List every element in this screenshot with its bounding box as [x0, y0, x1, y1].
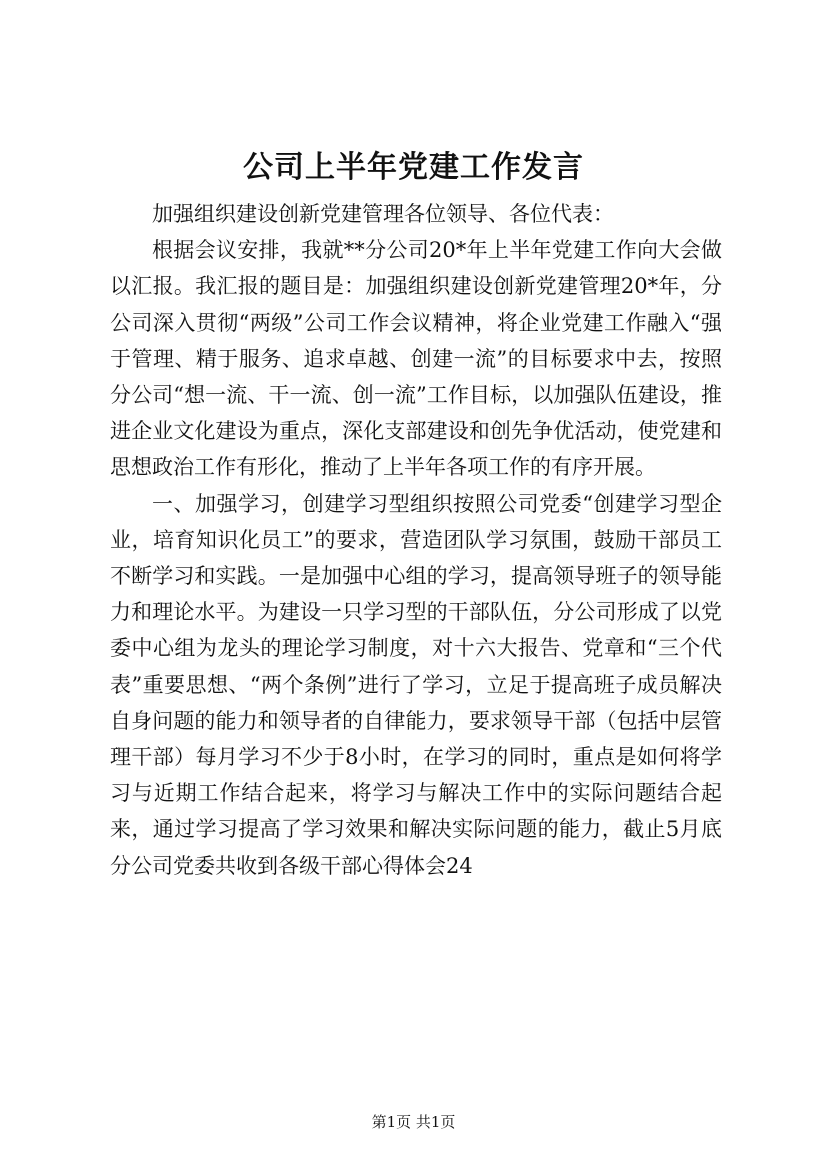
- salutation-paragraph: 加强组织建设创新党建管理各位领导、各位代表：: [152, 202, 614, 226]
- section-one-paragraph: 一、加强学习，创建学习型组织按照公司党委“创建学习型企业，培育知识化员工”的要求，营造团队学习氛围，鼓励干部员工不断学习和实践。一是加强中心组的学习，提高领导班子的领导能力和理论水平。为建设一只学习型的干部队伍，分公司形成了以党委中心组为龙头的理论学习制度，对十六大报告、党章和“三个代表”重要思想、“两个条例”进行了学习，立足于提高班子成员解决自身问题的能力和领导者的自律能力，要求领导干部（包括中层管理干部）每月学习不少于8小时，在学习的同时，重点是如何将学习与近期工作结合起来，将学习与解决工作中的实际问题结合起来，通过学习提高了学习效果和解决实际问题的能力，截止5月底分公司党委共收到各级干部心得体会24: [110, 491, 722, 878]
- page-number-footer: 第1页 共1页: [371, 1113, 456, 1131]
- intro-paragraph: 根据会议安排，我就**分公司20*年上半年党建工作向大会做以汇报。我汇报的题目是：加强组织建设创新党建管理20*年，分公司深入贯彻“两级”公司工作会议精神，将企业党建工作融入“强于管理、精于服务、追求卓越、创建一流”的目标要求中去，按照分公司“想一流、干一流、创一流”工作目标，以加强队伍建设，推进企业文化建设为重点，深化支部建设和创先争优活动，使党建和思想政治工作有形化，推动了上半年各项工作的有序开展。: [110, 238, 722, 480]
- document-title: 公司上半年党建工作发言: [243, 150, 584, 185]
- document-body: [110, 196, 722, 884]
